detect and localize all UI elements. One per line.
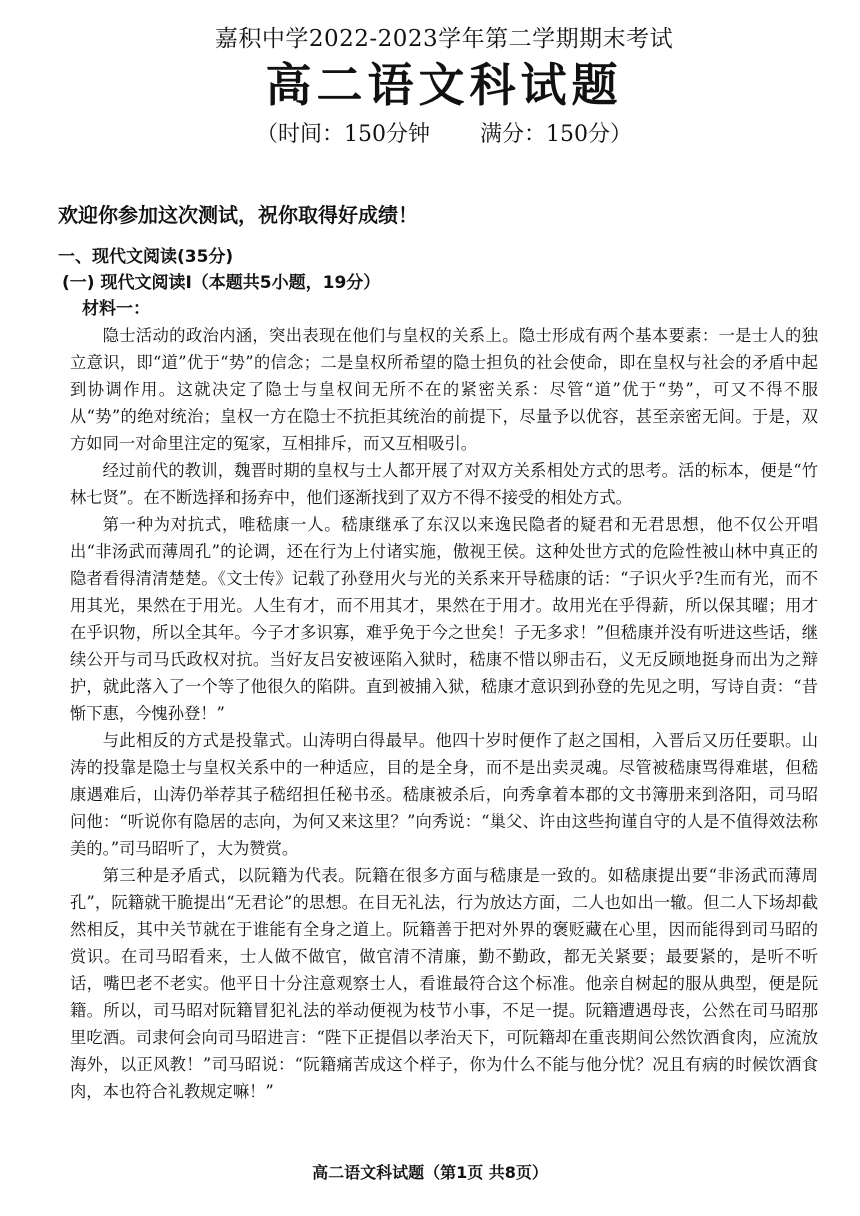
passage-paragraph: 隐士活动的政治内涵，突出表现在他们与皇权的关系上。隐士形成有两个基本要素：一是士人的独立意识，即“道”优于“势”的信念；二是皇权所希望的隐士担负的社会使命，即在皇权与社会的矛盾中起到协调作用。这就决定了隐士与皇权间无所不在的紧密关系：尽管“道”优于“势”，可又不得不服从“势”的绝对统治；皇权一方在隐士不抗拒其统治的前提下，尽量予以优容，甚至亲密无间。于是，双方如同一对命里注定的冤家，互相排斥，而又互相吸引。 xyxy=(70,326,818,453)
page-title: 高二语文科试题 xyxy=(265,58,623,112)
exam-meta xyxy=(70,120,818,150)
page-footer: 高二语文科试题（第1页 共8页） xyxy=(312,1163,548,1182)
passage-paragraph: 与此相反的方式是投靠式。山涛明白得最早。他四十岁时便作了赵之国相，入晋后又历任要职。山涛的投靠是隐士与皇权关系中的一种适应，目的是全身，而不是出卖灵魂。尽管被嵇康骂得难堪，但嵇康遇难后，山涛仍举荐其子嵇绍担任秘书丞。嵇康被杀后，向秀拿着本郡的文书簿册来到洛阳，司马昭问他：“听说你有隐居的志向，为何又来这里？”向秀说：“巢父、许由这些拘谨自守的人是不值得效法称美的。”司马昭听了，大为赞赏。 xyxy=(70,731,818,858)
section-heading: 一、现代文阅读(35分) xyxy=(58,247,234,267)
passage-paragraph: 经过前代的教训，魏晋时期的皇权与士人都开展了对双方关系相处方式的思考。活的标本，便是“竹林七贤”。在不断选择和扬弃中，他们逐渐找到了双方不得不接受的相处方式。 xyxy=(70,461,818,507)
subsection-heading: (一) 现代文阅读Ⅰ（本题共5小题，19分） xyxy=(62,273,381,293)
exam-score: 满分：150分） xyxy=(480,122,632,147)
welcome-message: 欢迎你参加这次测试，祝你取得好成绩！ xyxy=(58,203,418,227)
material-label: 材料一： xyxy=(82,299,150,319)
exam-time: （时间：150分钟 xyxy=(256,122,430,147)
passage-paragraph: 第一种为对抗式，唯嵇康一人。嵇康继承了东汉以来逸民隐者的疑君和无君思想，他不仅公开唱出“非汤武而薄周孔”的论调，还在行为上付诸实施，傲视王侯。这种处世方式的危险性被山林中真正的隐者看得清清楚楚。《文士传》记载了孙登用火与光的关系来开导嵇康的话：“子识火乎?生而有光，而不用其光，果然在于用光。人生有才，而不用其才，果然在于用才。故用光在乎得薪，所以保其曜；用才在乎识物，所以全其年。今子才多识寡，难乎免于今之世矣！子无多求！”但嵇康并没有听进这些话，继续公开与司马氏政权对抗。当好友吕安被诬陷入狱时，嵇康不惜以卵击石，义无反顾地挺身而出为之辩护，就此落入了一个等了他很久的陷阱。直到被捕入狱，嵇康才意识到孙登的先见之明，写诗自责：“昔惭下惠，今愧孙登！” xyxy=(70,515,818,723)
reading-passage xyxy=(70,322,818,1105)
passage-paragraph: 第三种是矛盾式，以阮籍为代表。阮籍在很多方面与嵇康是一致的。如嵇康提出要“非汤武而薄周孔”，阮籍就干脆提出“无君论”的思想。在目无礼法，行为放达方面，二人也如出一辙。但二人下场却截然相反，其中关节就在于谁能有全身之道上。阮籍善于把对外界的褒贬藏在心里，因而能得到司马昭的赏识。在司马昭看来，士人做不做官，做官清不清廉，勤不勤政，都无关紧要；最要紧的，是听不听话，嘴巴老不老实。他平日十分注意观察士人，看谁最符合这个标准。他亲自树起的服从典型，便是阮籍。所以，司马昭对阮籍冒犯礼法的举动便视为枝节小事，不足一提。阮籍遭遇母丧，公然在司马昭那里吃酒。司隶何会向司马昭进言：“陛下正提倡以孝治天下，可阮籍却在重丧期间公然饮酒食肉，应流放海外，以正风教！”司马昭说：“阮籍痛苦成这个样子，你为什么不能与他分忧？况且有病的时候饮酒食肉，本也符合礼教规定嘛！” xyxy=(70,866,818,1101)
school-exam-line: 嘉积中学2022-2023学年第二学期期末考试 xyxy=(214,26,674,52)
